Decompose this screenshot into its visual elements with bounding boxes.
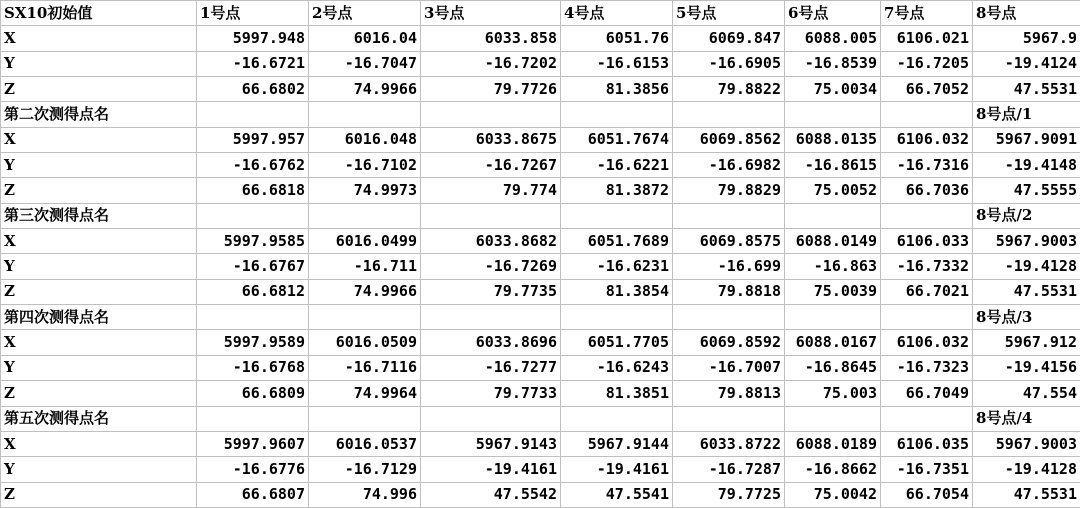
- value-cell[interactable]: -16.6153: [561, 51, 673, 76]
- data-row: [1, 482, 1080, 507]
- value-cell[interactable]: -16.6776: [197, 457, 309, 482]
- value-cell[interactable]: 5967.9143: [421, 431, 561, 456]
- value-cell[interactable]: -16.699: [673, 254, 785, 279]
- value-cell[interactable]: 79.774: [421, 178, 561, 203]
- header-cell-point-2[interactable]: 2号点: [309, 1, 421, 26]
- empty-cell[interactable]: [309, 203, 421, 228]
- empty-cell[interactable]: [673, 305, 785, 330]
- axis-label-cell[interactable]: Y: [1, 254, 197, 279]
- axis-label-cell[interactable]: Y: [1, 51, 197, 76]
- value-cell[interactable]: 66.7049: [881, 381, 973, 406]
- value-cell[interactable]: 75.0039: [785, 279, 881, 304]
- value-cell[interactable]: 66.7054: [881, 482, 973, 507]
- data-row: [1, 127, 1080, 152]
- empty-cell[interactable]: [881, 406, 973, 431]
- data-row: [1, 51, 1080, 76]
- data-row: [1, 330, 1080, 355]
- value-cell[interactable]: 74.996: [309, 482, 421, 507]
- empty-cell[interactable]: [561, 102, 673, 127]
- value-cell[interactable]: -16.6221: [561, 153, 673, 178]
- value-cell[interactable]: -19.4128: [973, 457, 1080, 482]
- value-cell[interactable]: 6088.0149: [785, 229, 881, 254]
- axis-label-cell[interactable]: Z: [1, 279, 197, 304]
- value-cell[interactable]: -19.4161: [421, 457, 561, 482]
- section-title-row: [1, 203, 1080, 228]
- value-cell[interactable]: 6069.8575: [673, 229, 785, 254]
- section-title-cell[interactable]: 第三次测得点名: [1, 203, 197, 228]
- value-cell[interactable]: 79.8829: [673, 178, 785, 203]
- axis-label-cell[interactable]: Y: [1, 355, 197, 380]
- empty-cell[interactable]: [673, 102, 785, 127]
- empty-cell[interactable]: [561, 203, 673, 228]
- value-cell[interactable]: 74.9966: [309, 77, 421, 102]
- value-cell[interactable]: 47.5531: [973, 77, 1080, 102]
- section-title-cell[interactable]: 第二次测得点名: [1, 102, 197, 127]
- empty-cell[interactable]: [309, 305, 421, 330]
- value-cell[interactable]: -16.7269: [421, 254, 561, 279]
- value-cell[interactable]: 81.3872: [561, 178, 673, 203]
- value-cell[interactable]: 6069.8562: [673, 127, 785, 152]
- value-cell[interactable]: -16.6905: [673, 51, 785, 76]
- value-cell[interactable]: 5997.948: [197, 26, 309, 51]
- empty-cell[interactable]: [785, 102, 881, 127]
- value-cell[interactable]: 75.0052: [785, 178, 881, 203]
- value-cell[interactable]: 75.0042: [785, 482, 881, 507]
- value-cell[interactable]: -16.7102: [309, 153, 421, 178]
- value-cell[interactable]: -16.8539: [785, 51, 881, 76]
- value-cell[interactable]: -16.6762: [197, 153, 309, 178]
- value-cell[interactable]: 66.7052: [881, 77, 973, 102]
- empty-cell[interactable]: [881, 305, 973, 330]
- value-cell[interactable]: -16.6243: [561, 355, 673, 380]
- value-cell[interactable]: 75.003: [785, 381, 881, 406]
- empty-cell[interactable]: [197, 102, 309, 127]
- value-cell[interactable]: 5967.9: [973, 26, 1080, 51]
- header-cell-point-8[interactable]: 8号点: [973, 1, 1080, 26]
- value-cell[interactable]: 5967.9144: [561, 431, 673, 456]
- value-cell[interactable]: -16.7332: [881, 254, 973, 279]
- survey-table-body: [1, 1, 1080, 508]
- empty-cell[interactable]: [309, 102, 421, 127]
- value-cell[interactable]: 47.5542: [421, 482, 561, 507]
- value-cell[interactable]: 6033.8675: [421, 127, 561, 152]
- value-cell[interactable]: 6016.0509: [309, 330, 421, 355]
- value-cell[interactable]: 74.9964: [309, 381, 421, 406]
- value-cell[interactable]: 79.8818: [673, 279, 785, 304]
- value-cell[interactable]: 47.5531: [973, 482, 1080, 507]
- value-cell[interactable]: -16.8662: [785, 457, 881, 482]
- value-cell[interactable]: 6051.76: [561, 26, 673, 51]
- data-row: [1, 457, 1080, 482]
- empty-cell[interactable]: [421, 305, 561, 330]
- value-cell[interactable]: -16.863: [785, 254, 881, 279]
- empty-cell[interactable]: [785, 203, 881, 228]
- empty-cell[interactable]: [673, 406, 785, 431]
- value-cell[interactable]: -16.6768: [197, 355, 309, 380]
- value-cell[interactable]: -16.6982: [673, 153, 785, 178]
- section-title-row: [1, 406, 1080, 431]
- axis-label-cell[interactable]: X: [1, 431, 197, 456]
- empty-cell[interactable]: [785, 406, 881, 431]
- header-cell-point-4[interactable]: 4号点: [561, 1, 673, 26]
- axis-label-cell[interactable]: Z: [1, 178, 197, 203]
- data-row: [1, 431, 1080, 456]
- data-row: [1, 178, 1080, 203]
- value-cell[interactable]: 5967.9003: [973, 229, 1080, 254]
- data-row: [1, 254, 1080, 279]
- value-cell[interactable]: 6051.7689: [561, 229, 673, 254]
- empty-cell[interactable]: [421, 406, 561, 431]
- value-cell[interactable]: 66.6818: [197, 178, 309, 203]
- value-cell[interactable]: 6033.8682: [421, 229, 561, 254]
- value-cell[interactable]: 6088.005: [785, 26, 881, 51]
- header-cell-point-5[interactable]: 5号点: [673, 1, 785, 26]
- section-tag-cell[interactable]: 8号点/2: [973, 203, 1080, 228]
- data-row: [1, 77, 1080, 102]
- value-cell[interactable]: 74.9966: [309, 279, 421, 304]
- axis-label-cell[interactable]: X: [1, 229, 197, 254]
- value-cell[interactable]: -16.6767: [197, 254, 309, 279]
- data-row: [1, 279, 1080, 304]
- value-cell[interactable]: 6033.8696: [421, 330, 561, 355]
- value-cell[interactable]: -19.4156: [973, 355, 1080, 380]
- value-cell[interactable]: 66.7036: [881, 178, 973, 203]
- value-cell[interactable]: 5967.9091: [973, 127, 1080, 152]
- header-cell-point-3[interactable]: 3号点: [421, 1, 561, 26]
- value-cell[interactable]: -16.6231: [561, 254, 673, 279]
- value-cell[interactable]: -19.4161: [561, 457, 673, 482]
- value-cell[interactable]: 47.5555: [973, 178, 1080, 203]
- empty-cell[interactable]: [421, 102, 561, 127]
- value-cell[interactable]: 6106.035: [881, 431, 973, 456]
- header-cell-point-6[interactable]: 6号点: [785, 1, 881, 26]
- value-cell[interactable]: 6051.7705: [561, 330, 673, 355]
- value-cell[interactable]: -16.7316: [881, 153, 973, 178]
- empty-cell[interactable]: [309, 406, 421, 431]
- value-cell[interactable]: -16.711: [309, 254, 421, 279]
- value-cell[interactable]: 5997.9607: [197, 431, 309, 456]
- value-cell[interactable]: 6069.8592: [673, 330, 785, 355]
- section-tag-cell[interactable]: 8号点/4: [973, 406, 1080, 431]
- value-cell[interactable]: -16.7205: [881, 51, 973, 76]
- value-cell[interactable]: -16.7047: [309, 51, 421, 76]
- value-cell[interactable]: 6106.032: [881, 127, 973, 152]
- value-cell[interactable]: 5997.9589: [197, 330, 309, 355]
- section-title-cell[interactable]: 第五次测得点名: [1, 406, 197, 431]
- value-cell[interactable]: 5997.957: [197, 127, 309, 152]
- value-cell[interactable]: 47.554: [973, 381, 1080, 406]
- value-cell[interactable]: 6033.8722: [673, 431, 785, 456]
- data-row: [1, 355, 1080, 380]
- value-cell[interactable]: 47.5531: [973, 279, 1080, 304]
- value-cell[interactable]: 6088.0189: [785, 431, 881, 456]
- axis-label-cell[interactable]: Z: [1, 77, 197, 102]
- empty-cell[interactable]: [881, 102, 973, 127]
- value-cell[interactable]: -16.6721: [197, 51, 309, 76]
- value-cell[interactable]: -19.4124: [973, 51, 1080, 76]
- value-cell[interactable]: -16.7129: [309, 457, 421, 482]
- header-row: [1, 1, 1080, 26]
- value-cell[interactable]: 5967.912: [973, 330, 1080, 355]
- value-cell[interactable]: 5967.9003: [973, 431, 1080, 456]
- axis-label-cell[interactable]: Z: [1, 381, 197, 406]
- axis-label-cell[interactable]: X: [1, 127, 197, 152]
- value-cell[interactable]: 66.6812: [197, 279, 309, 304]
- empty-cell[interactable]: [421, 203, 561, 228]
- value-cell[interactable]: 79.8813: [673, 381, 785, 406]
- empty-cell[interactable]: [197, 305, 309, 330]
- value-cell[interactable]: 6106.033: [881, 229, 973, 254]
- empty-cell[interactable]: [561, 406, 673, 431]
- value-cell[interactable]: 79.7725: [673, 482, 785, 507]
- value-cell[interactable]: -19.4148: [973, 153, 1080, 178]
- data-row: [1, 229, 1080, 254]
- value-cell[interactable]: -19.4128: [973, 254, 1080, 279]
- value-cell[interactable]: 6016.0499: [309, 229, 421, 254]
- value-cell[interactable]: -16.7116: [309, 355, 421, 380]
- value-cell[interactable]: 6033.858: [421, 26, 561, 51]
- section-title-row: [1, 102, 1080, 127]
- section-tag-cell[interactable]: 8号点/3: [973, 305, 1080, 330]
- value-cell[interactable]: 6106.032: [881, 330, 973, 355]
- value-cell[interactable]: 6088.0167: [785, 330, 881, 355]
- value-cell[interactable]: -16.8645: [785, 355, 881, 380]
- value-cell[interactable]: 6016.048: [309, 127, 421, 152]
- value-cell[interactable]: 81.3854: [561, 279, 673, 304]
- value-cell[interactable]: 47.5541: [561, 482, 673, 507]
- value-cell[interactable]: 6016.0537: [309, 431, 421, 456]
- value-cell[interactable]: 66.6802: [197, 77, 309, 102]
- value-cell[interactable]: 79.8822: [673, 77, 785, 102]
- value-cell[interactable]: 75.0034: [785, 77, 881, 102]
- value-cell[interactable]: 81.3851: [561, 381, 673, 406]
- empty-cell[interactable]: [881, 203, 973, 228]
- empty-cell[interactable]: [561, 305, 673, 330]
- empty-cell[interactable]: [197, 406, 309, 431]
- axis-label-cell[interactable]: X: [1, 26, 197, 51]
- value-cell[interactable]: 6069.847: [673, 26, 785, 51]
- axis-label-cell[interactable]: Y: [1, 457, 197, 482]
- value-cell[interactable]: 81.3856: [561, 77, 673, 102]
- empty-cell[interactable]: [785, 305, 881, 330]
- section-title-cell[interactable]: 第四次测得点名: [1, 305, 197, 330]
- value-cell[interactable]: -16.7287: [673, 457, 785, 482]
- data-row: [1, 26, 1080, 51]
- section-tag-cell[interactable]: 8号点/1: [973, 102, 1080, 127]
- value-cell[interactable]: 66.7021: [881, 279, 973, 304]
- value-cell[interactable]: -16.7267: [421, 153, 561, 178]
- value-cell[interactable]: 6051.7674: [561, 127, 673, 152]
- value-cell[interactable]: -16.8615: [785, 153, 881, 178]
- value-cell[interactable]: 6106.021: [881, 26, 973, 51]
- value-cell[interactable]: 79.7733: [421, 381, 561, 406]
- header-cell-label[interactable]: SX10初始值: [1, 1, 197, 26]
- value-cell[interactable]: 79.7735: [421, 279, 561, 304]
- value-cell[interactable]: -16.7323: [881, 355, 973, 380]
- data-row: [1, 381, 1080, 406]
- header-cell-point-7[interactable]: 7号点: [881, 1, 973, 26]
- value-cell[interactable]: -16.7351: [881, 457, 973, 482]
- value-cell[interactable]: -16.7277: [421, 355, 561, 380]
- axis-label-cell[interactable]: X: [1, 330, 197, 355]
- header-cell-point-1[interactable]: 1号点: [197, 1, 309, 26]
- axis-label-cell[interactable]: Z: [1, 482, 197, 507]
- axis-label-cell[interactable]: Y: [1, 153, 197, 178]
- value-cell[interactable]: 79.7726: [421, 77, 561, 102]
- section-title-row: [1, 305, 1080, 330]
- value-cell[interactable]: 6088.0135: [785, 127, 881, 152]
- value-cell[interactable]: 5997.9585: [197, 229, 309, 254]
- value-cell[interactable]: 6016.04: [309, 26, 421, 51]
- value-cell[interactable]: 66.6807: [197, 482, 309, 507]
- value-cell[interactable]: -16.7202: [421, 51, 561, 76]
- value-cell[interactable]: -16.7007: [673, 355, 785, 380]
- data-row: [1, 153, 1080, 178]
- empty-cell[interactable]: [197, 203, 309, 228]
- value-cell[interactable]: 66.6809: [197, 381, 309, 406]
- value-cell[interactable]: 74.9973: [309, 178, 421, 203]
- empty-cell[interactable]: [673, 203, 785, 228]
